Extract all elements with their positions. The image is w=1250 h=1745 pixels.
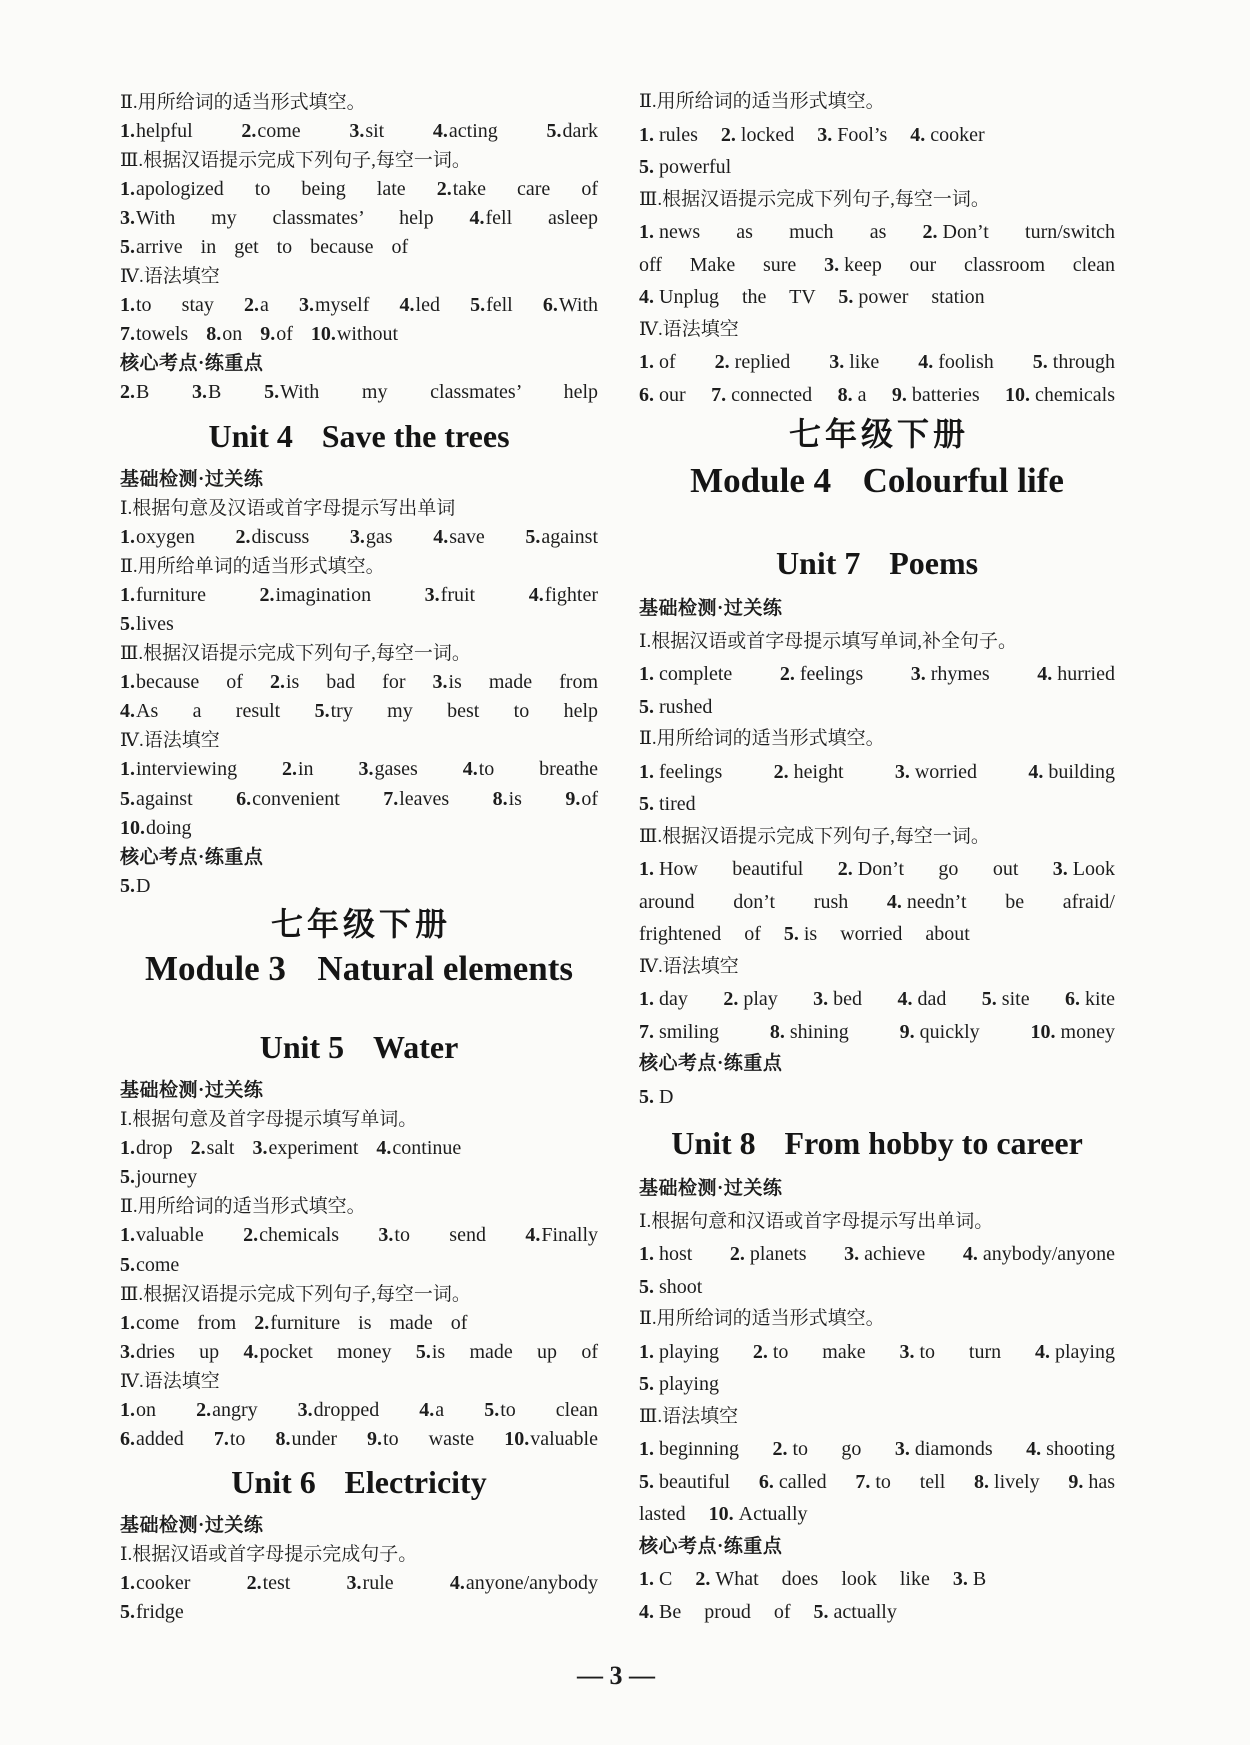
- answer-line: 5. powerful: [639, 156, 732, 178]
- section-tag: 基础检测·过关练: [120, 1079, 264, 1101]
- answer-line: 5. rushed: [639, 695, 713, 718]
- exercise-instruction: Ⅰ.根据句意及首字母提示填写单词。: [120, 1109, 418, 1131]
- unit-title: Poems: [889, 545, 979, 581]
- exercise-instruction: Ⅰ.根据句意及汉语或首字母提示写出单词: [120, 497, 456, 519]
- unit-heading: [120, 1454, 598, 1511]
- answer-line: 6.added 7.to 8.under 9.to waste 10.valuable: [120, 1428, 598, 1451]
- answer-line: 5.come: [120, 1253, 180, 1276]
- section-tag: 核心考点·练重点: [639, 1535, 783, 1557]
- answer-line: 1.oxygen 2.discuss 3.gas 4.save 5.against: [120, 525, 598, 548]
- answer-line: 2.B 3.B 5.With my classmates’ help: [120, 381, 598, 404]
- answer-line: 10.doing: [120, 816, 192, 839]
- section-tag: 基础检测·过关练: [120, 468, 264, 490]
- answer-line: 5. tired: [639, 793, 696, 815]
- page-number: — 3 —: [577, 1661, 655, 1690]
- exercise-instruction: Ⅱ.用所给词的适当形式填空。: [639, 91, 885, 112]
- unit-heading: [639, 533, 1115, 593]
- grade-heading: 七年级下册: [270, 905, 451, 942]
- left-column: [120, 88, 598, 1628]
- answer-line: lasted 10. Actually: [639, 1503, 808, 1525]
- answer-line: 1. of 2. replied 3. like 4. foolish 5. through: [639, 351, 1115, 373]
- answer-line: 1. feelings 2. height 3. worried 4. building: [639, 760, 1115, 783]
- right-column: [639, 86, 1115, 1628]
- unit-heading: [120, 1019, 598, 1076]
- exercise-instruction: Ⅱ.用所给词的适当形式填空。: [639, 1308, 885, 1329]
- answer-line: 1.drop 2.salt 3.experiment 4.continue: [120, 1137, 462, 1160]
- answer-line: 5. shoot: [639, 1275, 703, 1298]
- answer-line: 1.come from 2.furniture is made of: [120, 1311, 468, 1334]
- answer-line: frightened of 5. is worried about: [639, 923, 970, 945]
- exercise-instruction: Ⅲ.语法填空: [639, 1405, 739, 1427]
- answer-line: 5.arrive in get to because of: [120, 235, 409, 258]
- answer-line: 1.helpful 2.come 3.sit 4.acting 5.dark: [120, 119, 598, 142]
- answer-line: 1.cooker 2.test 3.rule 4.anyone/anybody: [120, 1572, 598, 1595]
- section-tag: 基础检测·过关练: [639, 598, 783, 619]
- unit-title: Electricity: [344, 1464, 487, 1501]
- section-tag: 核心考点·练重点: [120, 353, 264, 375]
- answer-line: 4. Be proud of 5. actually: [639, 1600, 897, 1623]
- answer-line: 1.furniture 2.imagination 3.fruit 4.fighter: [120, 583, 598, 606]
- unit-number: Unit 5: [259, 1028, 345, 1065]
- module-heading: [639, 457, 1115, 505]
- unit-title: Water: [372, 1028, 459, 1065]
- answer-line: 4. Unplug the TV 5. power station: [639, 286, 985, 308]
- module-title: Colourful life: [862, 461, 1064, 500]
- answer-line: 1. playing 2. to make 3. to turn 4. playing: [639, 1340, 1115, 1363]
- exercise-instruction: Ⅱ.用所给词的适当形式填空。: [120, 1196, 366, 1218]
- answer-line: 3.dries up 4.pocket money 5.is made up of: [120, 1340, 599, 1363]
- answer-line: 4.As a result 5.try my best to help: [120, 700, 599, 723]
- answer-line: 1.to stay 2.a 3.myself 4.led 5.fell 6.With: [120, 294, 599, 317]
- unit-heading: [120, 408, 598, 465]
- unit-number: Unit 7: [775, 545, 861, 581]
- section-tag: 基础检测·过关练: [639, 1178, 783, 1199]
- answer-line: 1. C 2. What does look like 3. B: [639, 1568, 987, 1590]
- exercise-instruction: Ⅱ.用所给词的适当形式填空。: [120, 91, 366, 113]
- exercise-instruction: Ⅰ.根据句意和汉语或首字母提示写出单词。: [639, 1210, 994, 1232]
- unit-number: Unit 4: [208, 417, 293, 454]
- answer-line: 1. complete 2. feelings 3. rhymes 4. hurried: [639, 663, 1115, 685]
- answer-line: 5.lives: [120, 613, 174, 635]
- exercise-instruction: Ⅳ.语法填空: [120, 1370, 220, 1392]
- answer-line: 1. news as much as 2. Don’t turn/switch: [639, 221, 1116, 243]
- unit-number: Unit 6: [231, 1464, 316, 1501]
- answer-line: 7. smiling 8. shining 9. quickly 10. money: [639, 1020, 1115, 1043]
- answer-line: off Make sure 3. keep our classroom clean: [639, 253, 1115, 276]
- unit-heading: [639, 1113, 1115, 1173]
- module-number: Module 3: [144, 948, 286, 988]
- answer-line: 5. D: [639, 1085, 674, 1108]
- module-title: Natural elements: [317, 948, 574, 988]
- answer-line: 1. rules 2. locked 3. Fool’s 4. cooker: [639, 123, 985, 146]
- answer-line: 5.journey: [120, 1166, 198, 1189]
- answer-line: 5.fridge: [120, 1601, 184, 1624]
- exercise-instruction: Ⅱ.用所给词的适当形式填空。: [639, 728, 885, 749]
- answer-line: 1. host 2. planets 3. achieve 4. anybody/anyone: [639, 1243, 1115, 1265]
- exercise-instruction: Ⅱ.用所给单词的适当形式填空。: [120, 555, 385, 577]
- answer-line: 6. our 7. connected 8. a 9. batteries 10. chemicals: [639, 383, 1115, 406]
- answer-line: 3.With my classmates’ help 4.fell asleep: [120, 206, 599, 229]
- unit-title: Save the trees: [321, 417, 510, 454]
- exercise-instruction: Ⅲ.根据汉语提示完成下列句子,每空一词。: [639, 188, 990, 210]
- module-number: Module 4: [690, 461, 832, 500]
- exercise-instruction: Ⅳ.语法填空: [120, 730, 220, 752]
- section-tag: 核心考点·练重点: [639, 1053, 783, 1074]
- exercise-instruction: Ⅰ.根据汉语或首字母提示完成句子。: [120, 1544, 418, 1566]
- answer-line: 1. How beautiful 2. Don’t go out 3. Look: [639, 858, 1115, 880]
- answer-line: 5. beautiful 6. called 7. to tell 8. lively 9. has: [639, 1470, 1115, 1493]
- unit-number: Unit 8: [671, 1125, 756, 1161]
- answer-line: 5. playing: [639, 1373, 719, 1395]
- answer-line: 1.because of 2.is bad for 3.is made from: [120, 671, 599, 694]
- answer-line: 1. beginning 2. to go 3. diamonds 4. shooting: [639, 1438, 1115, 1460]
- exercise-instruction: Ⅲ.根据汉语提示完成下列句子,每空一词。: [639, 825, 990, 847]
- answer-line: 1.apologized to being late 2.take care of: [120, 177, 598, 200]
- answer-line: 1.valuable 2.chemicals 3.to send 4.Finally: [120, 1224, 598, 1247]
- answer-line: 1.interviewing 2.in 3.gases 4.to breathe: [120, 758, 599, 781]
- exercise-instruction: Ⅲ.根据汉语提示完成下列句子,每空一词。: [120, 1283, 471, 1305]
- grade-heading: 七年级下册: [788, 416, 969, 452]
- exercise-instruction: Ⅲ.根据汉语提示完成下列句子,每空一词。: [120, 149, 471, 171]
- answer-line: 5.against 6.convenient 7.leaves 8.is 9.of: [120, 787, 599, 810]
- unit-title: From hobby to career: [784, 1125, 1083, 1161]
- answer-line: 1.on 2.angry 3.dropped 4.a 5.to clean: [120, 1398, 598, 1421]
- section-tag: 基础检测·过关练: [120, 1515, 264, 1537]
- answer-line: 7.towels 8.on 9.of 10.without: [120, 323, 399, 346]
- exercise-instruction: Ⅲ.根据汉语提示完成下列句子,每空一词。: [120, 643, 471, 665]
- answer-line: 5.D: [120, 874, 151, 897]
- exercise-instruction: Ⅳ.语法填空: [639, 955, 739, 977]
- answer-line: around don’t rush 4. needn’t be afraid/: [639, 890, 1115, 913]
- module-heading: [120, 947, 598, 991]
- exercise-instruction: Ⅰ.根据汉语或首字母提示填写单词,补全句子。: [639, 630, 1018, 652]
- section-tag: 核心考点·练重点: [120, 846, 264, 868]
- exercise-instruction: Ⅳ.语法填空: [120, 266, 220, 288]
- exercise-instruction: Ⅳ.语法填空: [639, 318, 739, 340]
- answer-line: 1. day 2. play 3. bed 4. dad 5. site 6. kite: [639, 988, 1115, 1010]
